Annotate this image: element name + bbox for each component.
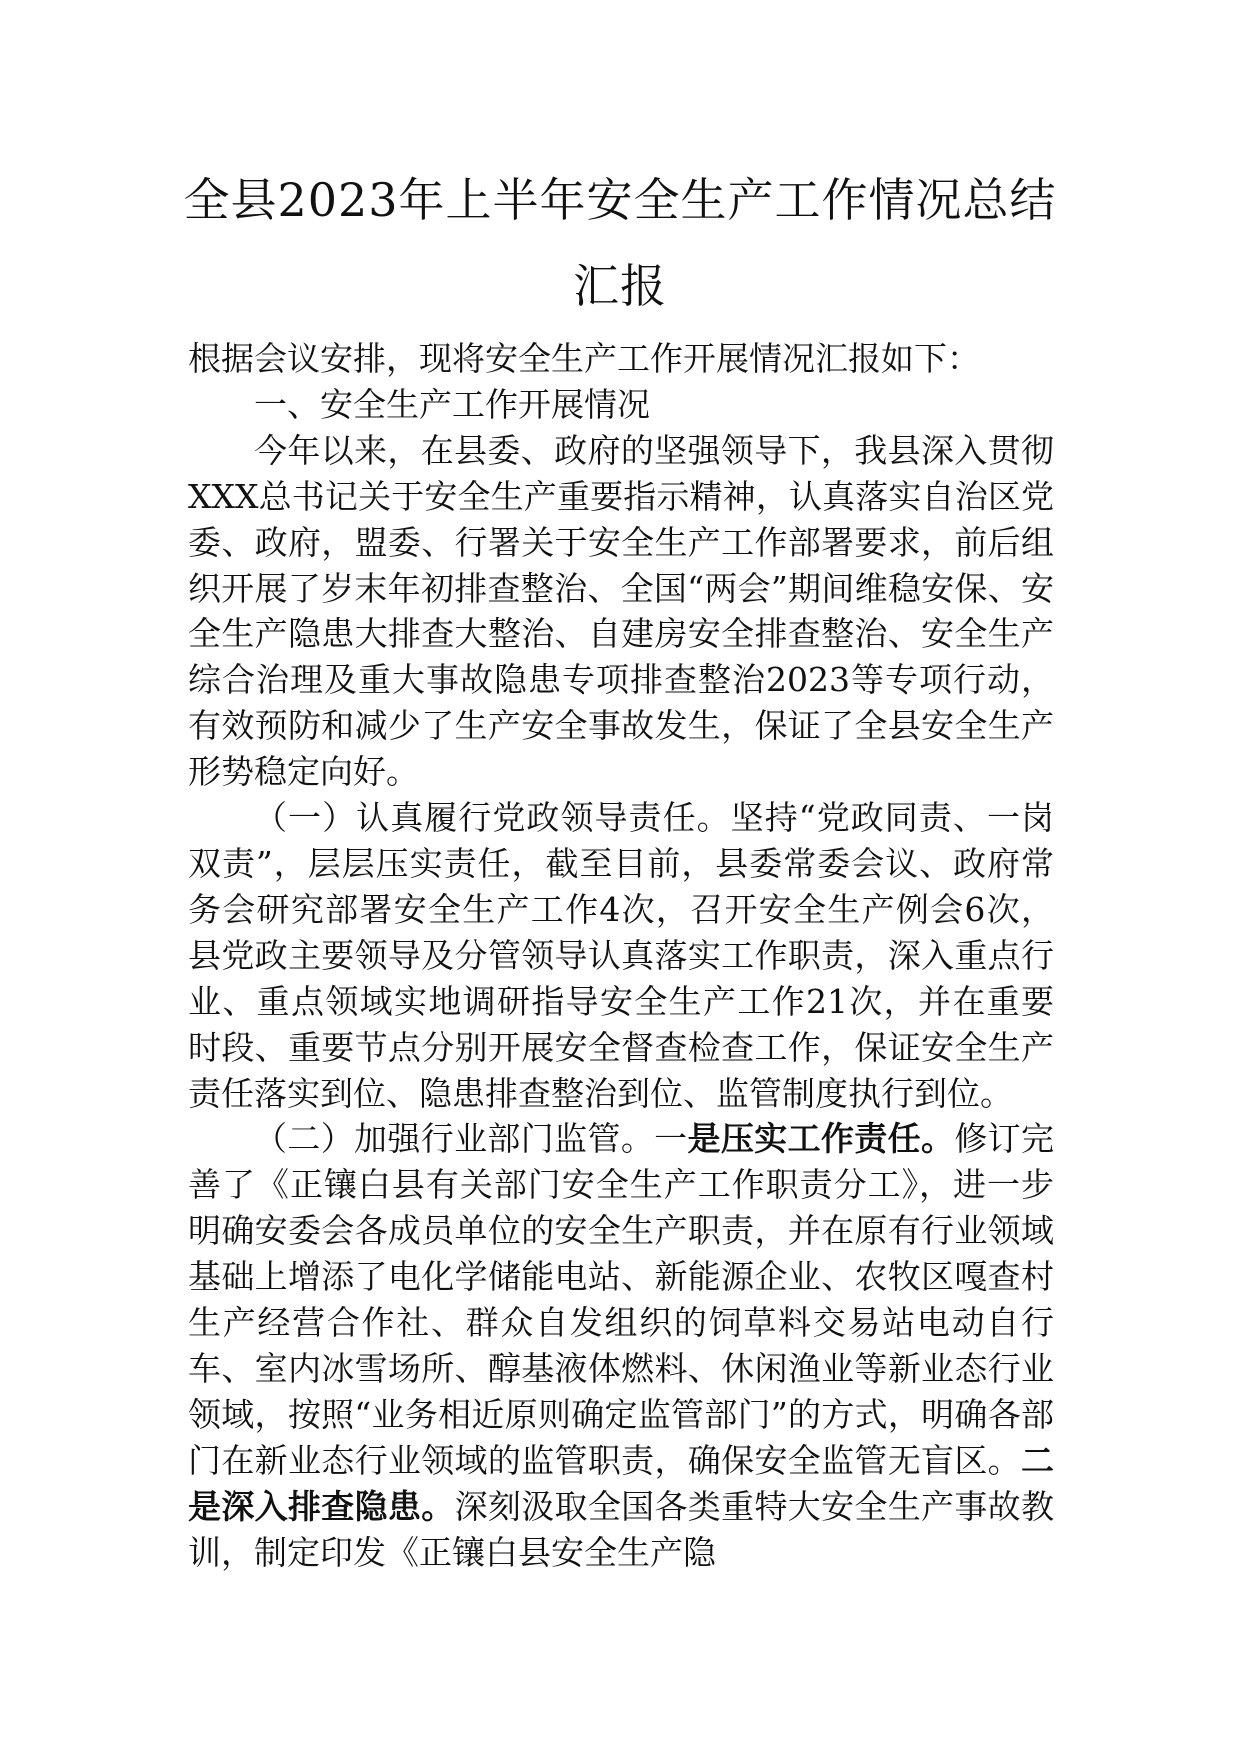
para3-lead: （二）加强行业部门监管。一 — [254, 1119, 688, 1159]
document-body — [188, 336, 1054, 1575]
para3-middle: 修订完善了《正镶白县有关部门安全生产工作职责分工》，进一步明确安委会各成员单位的安全生产职责，并在原有行业领域基础上增添了电化学储能电站、新能源企业、农牧区嘎查村生产经营合作社、群众自发组织的饲草料交易站电动自行车、室内冰雪场所、醇基液体燃料、休闲渔业等新业态行业领域，按照“业务相近原则确定监管部门”的方式，明确各部门在新业态行业领域的监管职责，确保安全监管无盲区。 — [188, 1119, 1055, 1480]
body-paragraph-2: （一）认真履行党政领导责任。坚持“党政同责、一岗双责”，层层压实责任，截至目前，县委常委会议、政府常务会研究部署安全生产工作4次，召开安全生产例会6次，县党政主要领导及分管领导认真落实工作职责，深入重点行业、重点领域实地调研指导安全生产工作21次，并在重要时段、重要节点分别开展安全督查检查工作，保证安全生产责任落实到位、隐患排查整治到位、监管制度执行到位。 — [188, 798, 1054, 1113]
document-title-line-1: 全县2023年上半年安全生产工作情况总结 — [183, 173, 1057, 227]
para3-tail: 深刻汲取全国各类重特大安全生产事故教训，制定印发《正镶白县安全生产隐 — [188, 1486, 1055, 1572]
para3-bold-phrase-1: 是压实工作责任。 — [687, 1119, 955, 1159]
body-paragraph-1: 今年以来，在县委、政府的坚强领导下，我县深入贯彻XXX总书记关于安全生产重要指示精神，认真落实自治区党委、政府，盟委、行署关于安全生产工作部署要求，前后组织开展了岁末年初排查整治、全国“两会”期间维稳安保、安全生产隐患大排查大整治、自建房安全排查整治、安全生产综合治理及重大事故隐患专项排查整治2023等专项行动，有效预防和减少了生产安全事故发生，保证了全县安全生产形势稳定向好。 — [188, 430, 1054, 792]
document-title-line-2: 汇报 — [573, 259, 667, 313]
section-heading: 一、安全生产工作开展情况 — [254, 384, 650, 424]
body-paragraph-3 — [188, 1116, 1054, 1575]
intro-paragraph: 根据会议安排，现将安全生产工作开展情况汇报如下： — [188, 339, 980, 378]
para3-bold-phrase-2: 二是深入排查隐患。 — [188, 1440, 1054, 1526]
